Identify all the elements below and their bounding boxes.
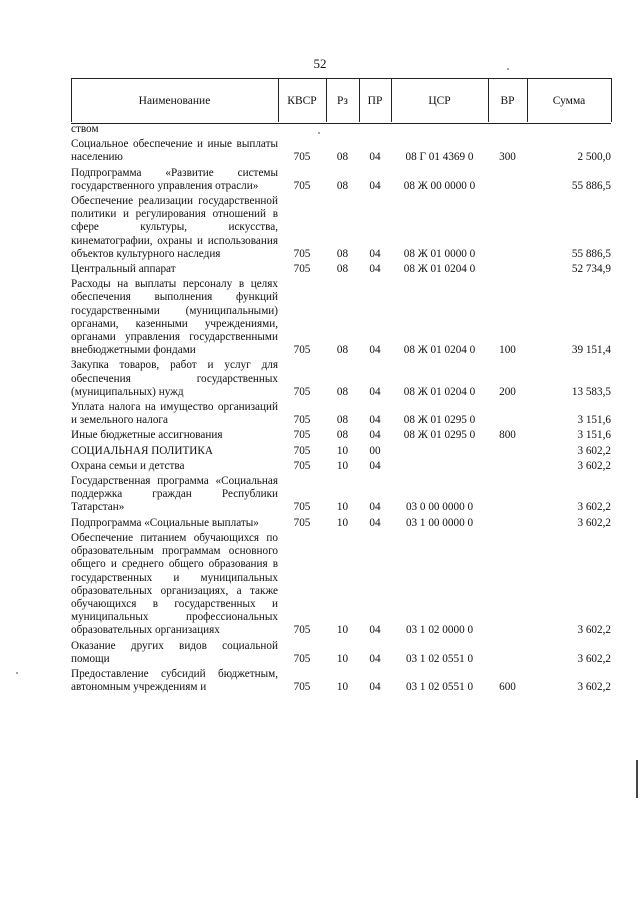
header-kvsr: КВСР [287,95,317,107]
cell-pr: 04 [369,429,381,442]
cell-sum: 55 886,5 [571,247,611,260]
cell-sum: 13 583,5 [571,385,611,398]
table-row [71,444,611,459]
cell-sum: 3 602,2 [577,459,611,472]
cell-pr: 04 [369,151,381,164]
table-row [71,639,611,667]
cell-vr: 100 [499,344,516,357]
cell-name: Обеспечение питанием обучающихся по образовательным программам основного общего и среднего общего образования в государственных и муниципальных образовательных организациях, а также обучающихся в государственных и муниципальных профессиональных образовательных организациях [71,531,278,637]
table-row [71,277,611,358]
cell-kvsr: 705 [293,385,311,398]
table-row [71,194,611,262]
cell-kvsr: 705 [293,624,311,637]
cell-csr: 08 Ж 01 0295 0 [403,414,476,427]
table-row [71,166,611,194]
cell-name: Государственная программа «Социальная поддержка граждан Республики Татарстан» [71,475,278,514]
cell-name: Подпрограмма «Развитие системы государственного управления отрасли» [71,166,278,192]
cell-vr [488,516,527,531]
cell-pr: 04 [369,681,381,694]
header-csr: ЦСР [428,95,451,107]
cell-rz: 10 [336,681,349,694]
header-vr: ВР [500,95,515,107]
cell-name: Социальное обеспечение и иные выплаты населению [71,138,278,164]
cell-sum [527,122,611,137]
cell-rz: 08 [336,151,349,164]
cell-name: Центральный аппарат [71,263,176,276]
cell-sum: 3 151,6 [577,429,611,442]
cell-kvsr: 705 [293,151,311,164]
cell-vr [488,531,527,639]
table-row [71,459,611,474]
cell-csr [391,444,488,459]
cell-name: Закупка товаров, работ и услуг для обеспечения государственных (муниципальных) нужд [71,359,278,398]
cell-sum: 3 151,6 [577,414,611,427]
cell-csr: 08 Ж 01 0204 0 [403,344,476,357]
cell-name: ством [71,123,99,135]
cell-kvsr: 705 [293,516,311,529]
cell-vr [488,459,527,474]
header-divider [611,78,612,122]
cell-sum: 39 151,4 [571,344,611,357]
cell-pr: 04 [369,344,381,357]
table-row [71,531,611,639]
cell-sum: 2 500,0 [577,151,611,164]
cell-name: Подпрограмма «Социальные выплаты» [71,516,259,529]
cell-rz: 08 [336,414,349,427]
cell-pr: 04 [369,247,381,260]
cell-pr: 04 [369,385,381,398]
cell-rz: 08 [336,179,349,192]
cell-vr [488,262,527,277]
header-divider [359,78,360,122]
cell-vr: 300 [499,151,516,164]
header-name: Наименование [138,95,211,107]
scan-mark [636,760,638,798]
cell-rz: 08 [336,429,349,442]
header-sum: Сумма [552,95,586,107]
scan-speck [16,672,18,674]
cell-sum: 3 602,2 [577,444,611,457]
cell-pr [359,122,391,137]
scan-speck [318,132,320,134]
cell-kvsr: 705 [293,681,311,694]
cell-name: Расходы на выплаты персоналу в целях обеспечения выполнения функций государственными (муниципальными) органами, казенными учреждениями, органами управления государственными внебюджетными фондами [71,278,278,357]
cell-csr [391,122,488,137]
cell-vr [488,194,527,262]
cell-kvsr: 705 [293,501,311,514]
cell-vr [488,474,527,516]
cell-csr: 03 0 00 0000 0 [405,501,474,514]
page-number: 52 [313,56,327,71]
cell-csr: 08 Ж 01 0204 0 [403,263,476,276]
cell-pr: 04 [369,501,381,514]
cell-rz: 10 [336,444,349,457]
cell-name: Охрана семьи и детства [71,459,185,472]
cell-rz: 08 [336,385,349,398]
cell-sum: 3 602,2 [577,516,611,529]
cell-vr: 600 [499,681,516,694]
cell-name: Оказание других видов социальной помощи [71,639,278,665]
table-row [71,262,611,277]
cell-csr: 03 1 00 0000 0 [405,516,474,529]
cell-pr: 00 [369,444,381,457]
cell-sum: 3 602,2 [577,501,611,514]
budget-table [71,122,611,695]
cell-csr: 03 1 02 0551 0 [405,681,474,694]
header-divider [326,78,327,122]
header-divider [71,78,72,122]
table-row [71,400,611,428]
cell-rz: 10 [336,624,349,637]
cell-name: Обеспечение реализации государственной политики и регулирования отношений в сфере культуры, искусства, кинематографии, охраны и использования объектов культурного наследия [71,195,278,260]
cell-rz [326,122,359,137]
cell-pr: 04 [369,652,381,665]
cell-name: Иные бюджетные ассигнования [71,429,223,442]
table-row [71,137,611,165]
cell-pr: 04 [369,179,381,192]
table-row [71,474,611,516]
cell-rz: 10 [336,652,349,665]
cell-name: СОЦИАЛЬНАЯ ПОЛИТИКА [71,444,213,457]
cell-name: Предоставление субсидий бюджетным, автономным учреждениям и [71,667,278,694]
cell-vr [488,639,527,667]
cell-sum: 3 602,2 [577,652,611,665]
cell-vr: 800 [499,429,516,442]
cell-csr: 08 Ж 01 0204 0 [403,385,476,398]
cell-csr: 03 1 02 0551 0 [405,652,474,665]
cell-kvsr: 705 [293,263,311,276]
cell-sum: 3 602,2 [577,681,611,694]
cell-vr [488,166,527,194]
table-row [71,667,611,695]
header-rz: Рз [337,95,348,107]
scan-speck [507,68,509,70]
header-pr: ПР [367,95,383,107]
cell-vr [488,400,527,428]
cell-csr: 08 Ж 01 0295 0 [403,429,476,442]
cell-pr: 04 [369,459,381,472]
cell-kvsr: 705 [293,344,311,357]
cell-kvsr [278,122,326,137]
cell-kvsr: 705 [293,444,311,457]
cell-csr: 08 Ж 01 0000 0 [403,247,476,260]
cell-sum: 55 886,5 [571,179,611,192]
cell-kvsr: 705 [293,247,311,260]
cell-csr: 08 Г 01 4369 0 [405,151,474,164]
cell-pr: 04 [369,414,381,427]
cell-vr: 200 [499,385,516,398]
table-header [71,78,611,124]
cell-rz: 08 [336,263,349,276]
cell-rz: 08 [336,344,349,357]
table-row [71,428,611,443]
cell-name: Уплата налога на имущество организаций и земельного налога [71,401,278,427]
cell-sum: 52 734,9 [571,263,611,276]
cell-kvsr: 705 [293,414,311,427]
table-row [71,516,611,531]
cell-rz: 08 [336,247,349,260]
cell-rz: 10 [336,516,349,529]
cell-csr: 03 1 02 0000 0 [405,624,474,637]
cell-pr: 04 [369,516,381,529]
header-divider [278,78,279,122]
cell-csr: 08 Ж 00 0000 0 [403,179,476,192]
cell-csr [391,459,488,474]
cell-kvsr: 705 [293,179,311,192]
cell-pr: 04 [369,263,381,276]
cell-pr: 04 [369,624,381,637]
cell-vr [488,444,527,459]
cell-vr [488,122,527,137]
table-row [71,122,611,137]
header-divider [391,78,392,122]
cell-kvsr: 705 [293,429,311,442]
header-divider [488,78,489,122]
header-divider [527,78,528,122]
cell-kvsr: 705 [293,459,311,472]
table-row [71,358,611,400]
cell-rz: 10 [336,501,349,514]
cell-kvsr: 705 [293,652,311,665]
cell-rz: 10 [336,459,349,472]
cell-sum: 3 602,2 [577,624,611,637]
